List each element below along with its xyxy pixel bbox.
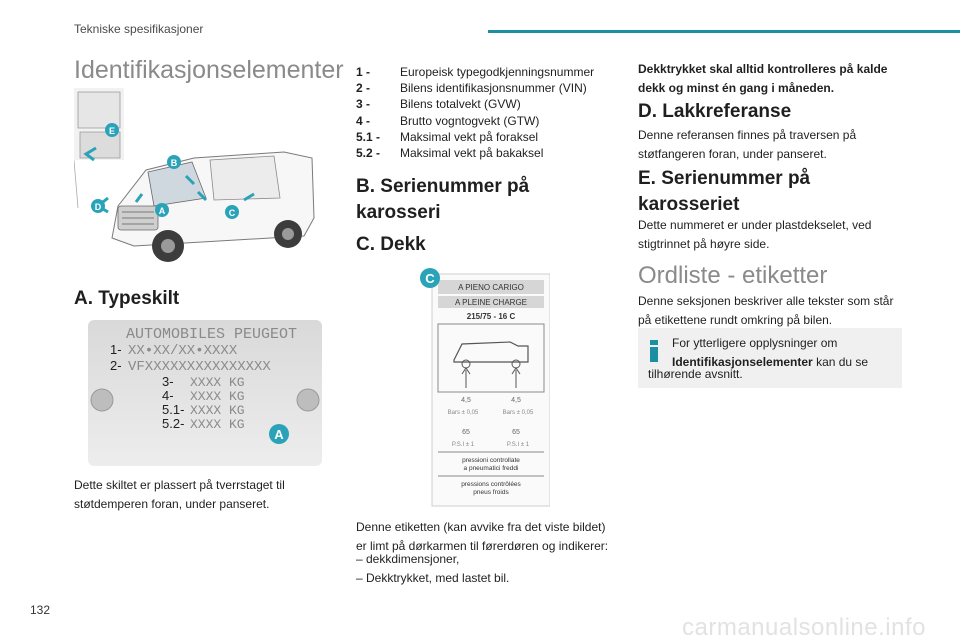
svg-text:XXXX KG: XXXX KG: [190, 375, 245, 390]
identification-list: [356, 64, 616, 161]
svg-text:AUTOMOBILES PEUGEOT: AUTOMOBILES PEUGEOT: [126, 326, 298, 343]
svg-text:B: B: [170, 158, 178, 168]
svg-text:pneus froids: pneus froids: [473, 489, 509, 496]
plate-callout-a: [269, 424, 289, 444]
list-item: – Dekktrykket, med lastet bil.: [356, 570, 510, 585]
glossary-text: Denne seksjonen beskriver alle tekster som står på etikettene rundt omkring på bilen.: [638, 294, 894, 327]
svg-text:5.1-: 5.1-: [162, 402, 185, 417]
callout-e: [105, 123, 119, 137]
svg-text:XXXX KG: XXXX KG: [190, 417, 245, 432]
page-number: 132: [30, 603, 51, 617]
tyre-label-image: [418, 266, 550, 508]
paint-heading: D. Lakkreferanse: [638, 101, 792, 122]
list-item: 3 - Bilens totalvekt (GVW): [356, 97, 521, 112]
van-illustration: [74, 88, 322, 268]
svg-text:Bars ± 0,05: Bars ± 0,05: [502, 410, 534, 416]
svg-text:a pneumatici freddi: a pneumatici freddi: [463, 465, 519, 472]
note-line-2: tilhørende avsnitt.: [648, 367, 743, 381]
svg-text:E: E: [108, 126, 116, 136]
section-header: Tekniske spesifikasjoner: [74, 22, 204, 36]
callout-a: [155, 203, 169, 217]
svg-text:VFXXXXXXXXXXXXXXX: VFXXXXXXXXXXXXXXX: [128, 359, 271, 375]
tyre-heading: C. Dekk: [356, 234, 426, 255]
svg-text:P.S.I ± 1: P.S.I ± 1: [506, 442, 530, 448]
svg-text:XXXX KG: XXXX KG: [190, 403, 245, 418]
svg-text:4-: 4-: [162, 388, 174, 403]
paint-text: Denne referansen finnes på traversen på støtfangeren foran, under panseret.: [638, 128, 857, 161]
glossary-heading: Ordliste - etiketter: [638, 262, 828, 289]
svg-text:3-: 3-: [162, 374, 174, 389]
type-plate-image: [88, 320, 322, 466]
svg-text:D: D: [94, 202, 102, 212]
list-item: – dekkdimensjoner,: [356, 552, 460, 566]
tyre-description: Denne etiketten (kan avvike fra det viste bildet) er limt på dørkarmen til førerdøren og indikerer:: [356, 520, 609, 553]
info-icon: [650, 340, 658, 362]
svg-text:215/75 - 16 C: 215/75 - 16 C: [466, 312, 516, 321]
tyre-callout-c: [420, 268, 440, 288]
svg-text:C: C: [425, 271, 435, 286]
watermark: carmanualsonline.info: [682, 614, 926, 640]
header-accent-bar: [488, 30, 960, 33]
body-serial-heading: E. Serienummer på karosseriet: [638, 168, 811, 215]
list-item: 5.1 - Maksimal vekt på foraksel: [356, 129, 539, 144]
note-link[interactable]: Identifikasjonselementer: [672, 354, 813, 369]
svg-text:5.2-: 5.2-: [162, 416, 185, 431]
typeplate-description: Dette skiltet er plassert på tverrstaget til støtdemperen foran, under panseret.: [74, 478, 285, 511]
svg-text:XXXX KG: XXXX KG: [190, 389, 245, 404]
callout-c: [225, 205, 239, 219]
tyre-info-list: [356, 550, 509, 587]
list-item: 4 - Brutto vogntogvekt (GTW): [356, 113, 540, 128]
svg-text:65: 65: [462, 429, 470, 436]
svg-text:XX•XX/XX•XXXX: XX•XX/XX•XXXX: [128, 343, 238, 359]
callout-d: [91, 199, 105, 213]
typeplate-heading: A. Typeskilt: [74, 288, 180, 309]
svg-text:4,5: 4,5: [461, 397, 471, 404]
list-item: 2 - Bilens identifikasjonsnummer (VIN): [356, 81, 587, 96]
page-title: Identifikasjonselementer: [74, 56, 344, 84]
svg-text:pressions contrôlées: pressions contrôlées: [461, 481, 521, 488]
info-note: [638, 328, 902, 388]
list-item: 5.2 - Maksimal vekt på bakaksel: [356, 146, 544, 161]
svg-text:4,5: 4,5: [511, 397, 521, 404]
svg-text:P.S.I ± 1: P.S.I ± 1: [451, 442, 475, 448]
svg-text:A: A: [158, 206, 166, 216]
svg-text:Bars ± 0,05: Bars ± 0,05: [447, 410, 479, 416]
svg-text:2-: 2-: [110, 358, 122, 373]
callout-b: [167, 155, 181, 169]
tyre-warning: Dekktrykket skal alltid kontrolleres på kalde dekk og minst én gang i måneden.: [638, 62, 888, 95]
list-item: 1 - Europeisk typegodkjenningsnummer: [356, 65, 595, 79]
svg-text:C: C: [228, 208, 236, 218]
svg-text:A PLEINE CHARGE: A PLEINE CHARGE: [454, 298, 528, 307]
svg-text:pressioni controllate: pressioni controllate: [462, 457, 520, 464]
svg-text:65: 65: [512, 429, 520, 436]
note-prefix: For ytterligere opplysninger om: [672, 336, 838, 350]
note-suffix: kan du se: [816, 354, 869, 369]
svg-text:1-: 1-: [110, 342, 122, 357]
body-serial-text: Dette nummeret er under plastdekselet, ved stigtrinnet på høyre side.: [638, 218, 872, 251]
serial-heading: B. Serienummer på karosseri: [356, 176, 530, 223]
svg-text:A: A: [274, 427, 284, 442]
svg-text:A PIENO CARIGO: A PIENO CARIGO: [458, 283, 524, 292]
